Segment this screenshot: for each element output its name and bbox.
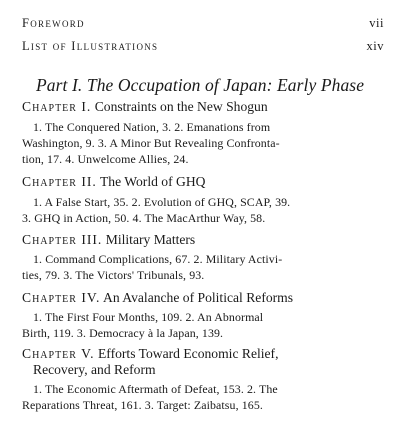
chapter-number: Chapter I. (22, 99, 92, 114)
chapter-number: Chapter IV. (22, 290, 101, 305)
entry-line: Washington, 9. 3. A Minor But Revealing Confronta- (22, 136, 280, 150)
entry-line: 1. A False Start, 35. 2. Evolution of GHQ, SCAP, 39. (33, 195, 291, 209)
chapter-title: Efforts Toward Economic Relief, (97, 346, 279, 361)
entry-line: 1. Command Complications, 67. 2. Military Activi- (33, 252, 283, 266)
entry-line: 1. The Economic Aftermath of Defeat, 153. 2. The (33, 382, 278, 396)
chapter-entries (22, 309, 381, 341)
chapter-heading (22, 99, 268, 115)
chapter-heading (22, 346, 279, 378)
chapter-heading (22, 174, 205, 190)
chapter-heading (22, 290, 293, 306)
entry-line: ties, 79. 3. The Victors' Tribunals, 93. (22, 268, 205, 282)
entry-line: 1. The Conquered Nation, 3. 2. Emanations from (33, 120, 271, 134)
chapter-entries (22, 194, 381, 226)
entry-line: 1. The First Four Months, 109. 2. An Abnormal (33, 310, 264, 324)
chapter-title-continued: Recovery, and Reform (33, 362, 156, 377)
entry-line: 3. GHQ in Action, 50. 4. The MacArthur Way, 58. (22, 211, 266, 225)
chapter-number: Chapter V. (22, 346, 95, 361)
chapter-entries (22, 381, 381, 413)
chapter-title: Military Matters (105, 232, 196, 247)
entry-line: Birth, 119. 3. Democracy à la Japan, 139. (22, 326, 224, 340)
toc-page-number: xiv (366, 39, 384, 53)
chapter-title: Constraints on the New Shogun (94, 99, 268, 114)
part-title: Part I. The Occupation of Japan: Early Phase (36, 75, 365, 95)
toc-label: Foreword (22, 16, 85, 30)
chapter-title: An Avalanche of Political Reforms (103, 290, 294, 305)
chapter-entries (22, 251, 381, 283)
entry-line: Reparations Threat, 161. 3. Target: Zaibatsu, 165. (22, 398, 263, 412)
chapter-title: The World of GHQ (99, 174, 206, 189)
chapter-heading (22, 232, 195, 248)
chapter-entries (22, 119, 381, 167)
chapter-number: Chapter III. (22, 232, 103, 247)
toc-page-number: vii (369, 16, 384, 30)
toc-label: List of Illustrations (22, 39, 159, 53)
chapter-number: Chapter II. (22, 174, 97, 189)
entry-line: tion, 17. 4. Unwelcome Allies, 24. (22, 152, 189, 166)
